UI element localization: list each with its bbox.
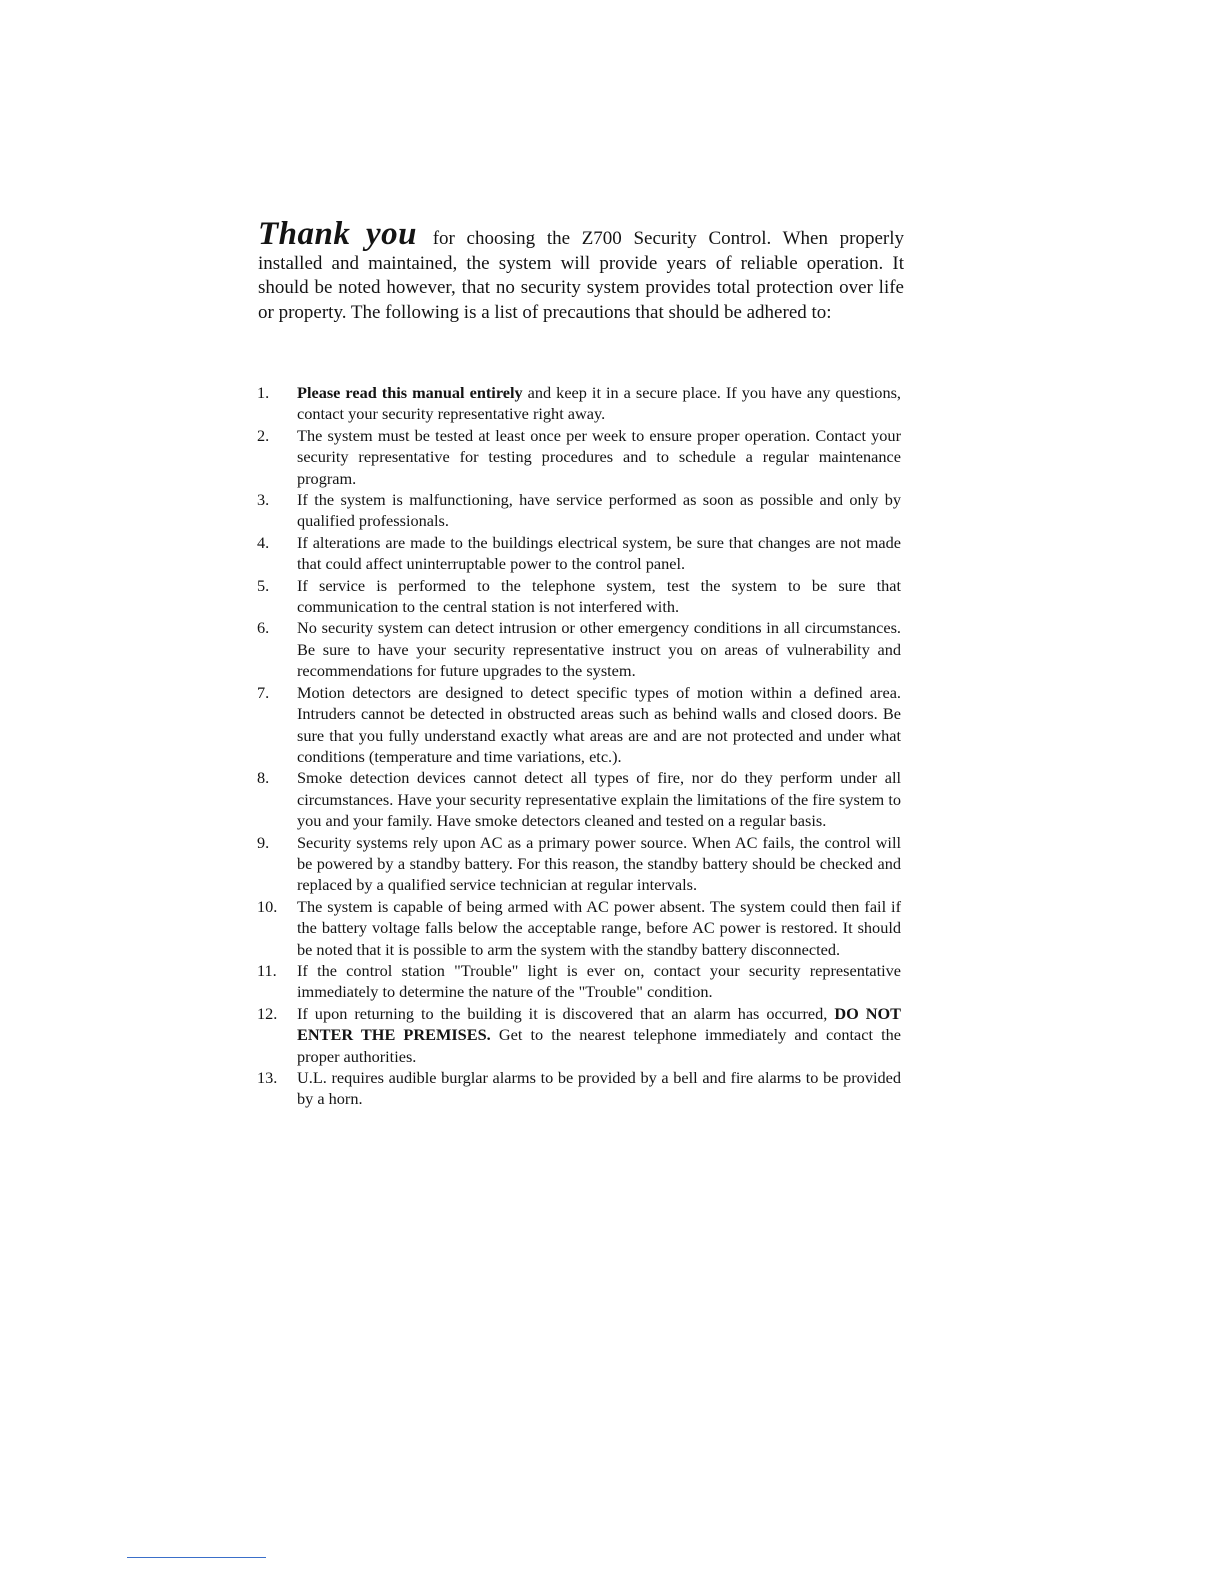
precaution-item-10 (257, 896, 901, 960)
item-number: 9. (257, 832, 270, 852)
precaution-item-11 (257, 960, 901, 1003)
precaution-item-2 (257, 425, 901, 489)
thank-you-heading: Thank you (258, 216, 418, 252)
item-text: Security systems rely upon AC as a primary power source. When AC fails, the control will be powered by a standby battery. For this reason, the standby battery should be checked and replaced by a qualified service technician at regular intervals. (297, 832, 901, 895)
item-number: 4. (257, 532, 270, 552)
item-text: Motion detectors are designed to detect specific types of motion within a defined area. Intruders cannot be detected in obstructed areas such as behind walls and closed doors. Be sure that you fully understand exactly what areas are and are not protected and under what conditions (temperature and time variations, etc.). (297, 682, 901, 766)
item-number: 2. (257, 425, 270, 445)
precaution-item-5 (257, 575, 901, 618)
item-text: The system must be tested at least once per week to ensure proper operation. Contact your security representative for testing procedures and to schedule a regular maintenance program. (297, 425, 901, 488)
item-text: If the system is malfunctioning, have service performed as soon as possible and only by qualified professionals. (297, 490, 901, 531)
precaution-item-7 (257, 682, 901, 768)
precaution-item-13 (257, 1067, 901, 1110)
item-number: 12. (257, 1003, 278, 1023)
precaution-item-8 (257, 767, 901, 831)
item-number: 10. (257, 896, 278, 916)
precautions-list (257, 382, 901, 1110)
item-bold-warning: DO NOT ENTER THE PREMISES. (297, 1003, 901, 1045)
item-text: No security system can detect intrusion or other emergency conditions in all circumstances. Be sure to have your security representative instruct you on areas of vulnerability and recommendations for future upgrades to the system. (297, 618, 901, 681)
item-number: 3. (257, 490, 270, 510)
item-text: U.L. requires audible burglar alarms to be provided by a bell and fire alarms to be provided by a horn. (297, 1068, 901, 1109)
item-number: 5. (257, 575, 270, 595)
item-text: If service is performed to the telephone system, test the system to be sure that communication to the central station is not interfered with. (297, 575, 901, 617)
precaution-item-6 (257, 617, 901, 681)
precaution-item-3 (257, 489, 901, 532)
item-bold-lead: Please read this manual entirely (297, 383, 523, 402)
precaution-item-4 (257, 532, 901, 575)
footer-rule (127, 1557, 266, 1558)
item-text: and keep it in a secure place. If you have any questions, contact your security representative right away. (297, 383, 901, 424)
precaution-item-1 (257, 382, 901, 425)
intro-paragraph (258, 216, 905, 325)
precaution-item-12 (257, 1003, 901, 1067)
precaution-item-9 (257, 832, 901, 896)
item-text: If the control station "Trouble" light is ever on, contact your security representative immediately to determine the nature of the "Trouble" condition. (297, 960, 901, 1002)
item-number: 8. (257, 768, 270, 788)
item-number: 6. (257, 618, 270, 638)
item-number: 11. (257, 960, 277, 980)
item-number: 1. (257, 383, 270, 402)
intro-text: for choosing the Z700 Security Control. When properly installed and maintained, the system will provide years of reliable operation. It should be noted however, that no security system provides total protection over life or property. The following is a list of precautions that should be adhered to: (258, 228, 905, 323)
item-text: Smoke detection devices cannot detect all types of fire, nor do they perform under all circumstances. Have your security representative explain the limitations of the fire system to you and your family. Have smoke detectors cleaned and tested on a regular basis. (297, 768, 901, 831)
item-text: If alterations are made to the buildings electrical system, be sure that changes are not made that could affect uninterruptable power to the control panel. (297, 532, 901, 574)
item-text: If upon returning to the building it is discovered that an alarm has occurred, (297, 1003, 835, 1023)
item-text-after: Get to the nearest telephone immediately and contact the proper authorities. (297, 1025, 901, 1066)
item-text: The system is capable of being armed with AC power absent. The system could then fail if the battery voltage falls below the acceptable range, before AC power is restored. It should be noted that it is possible to arm the system with the standby battery disconnected. (297, 896, 901, 959)
item-number: 13. (257, 1068, 278, 1087)
item-number: 7. (257, 682, 270, 702)
